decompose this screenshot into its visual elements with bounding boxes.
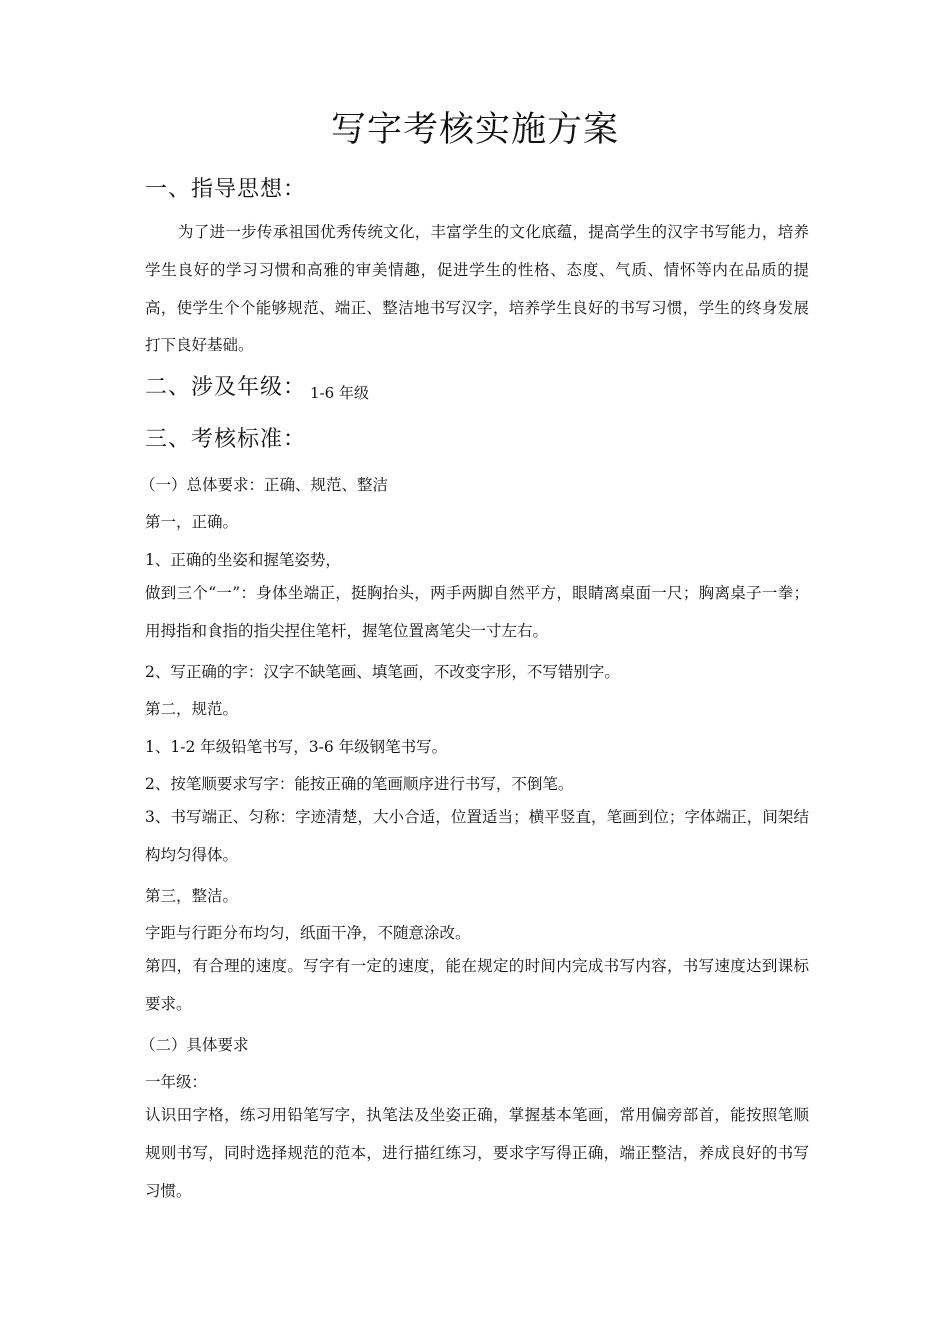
section3-heading: 三、考核标准：	[145, 427, 307, 452]
section1-paragraph: 为了进一步传承祖国优秀传统文化，丰富学生的文化底蕴，提高学生的汉字书写能力，培养学生良好的学习习惯和高雅的审美情趣，促进学生的性格、态度、气质、情怀等内在品质的提高，使学生个个能够规范、端正、整洁地书写汉字，培养学生良好的书写习惯，学生的终身发展打下良好基础。	[145, 223, 809, 355]
section2-heading	[145, 370, 369, 401]
general-requirement: （一）总体要求：正确、规范、整洁	[140, 476, 389, 494]
document-title: 写字考核实施方案	[330, 110, 619, 150]
point-third-detail: 字距与行距分布均匀，纸面干净，不随意涂改。	[145, 924, 471, 942]
point-first-item-1-detail: 做到三个“一”：身体坐端正，挺胸抬头，两手两脚自然平方，眼睛离桌面一尺；胸离桌子一拳；用拇指和食指的指尖捏住笔杆，握笔位置离笔尖一寸左右。	[145, 584, 809, 640]
grade1-detail: 认识田字格，练习用铅笔写字，执笔法及坐姿正确，掌握基本笔画，常用偏旁部首，能按照笔顺规则书写，同时选择规范的范本，进行描红练习，要求字写得正确，端正整洁，养成良好的书写习惯。	[145, 1106, 809, 1200]
section2-heading-text: 二、涉及年级：	[145, 375, 307, 400]
point-second-item-2: 2、按笔顺要求写字：能按正确的笔画顺序进行书写，不倒笔。	[145, 775, 574, 793]
point-second-item-1: 1、1-2 年级铅笔书写，3-6 年级钢笔书写。	[145, 738, 448, 756]
specific-requirement-heading: （二）具体要求	[140, 1036, 249, 1054]
section1-heading: 一、指导思想：	[145, 177, 307, 202]
point-second-item-3: 3、书写端正、匀称：字迹清楚，大小合适，位置适当；横平竖直，笔画到位；字体端正，间架结构均匀得体。	[145, 808, 809, 864]
point-second-heading: 第二，规范。	[145, 700, 239, 718]
point-first-heading: 第一，正确。	[145, 513, 239, 531]
point-first-item-2: 2、写正确的字：汉字不缺笔画、填笔画，不改变字形，不写错别字。	[145, 663, 620, 681]
point-first-item-1: 1、正确的坐姿和握笔姿势，	[145, 551, 341, 569]
section2-grade-range: 1-6 年级	[310, 384, 369, 402]
grade1-heading: 一年级：	[145, 1073, 208, 1091]
point-third-heading: 第三，整洁。	[145, 887, 239, 905]
point-fourth: 第四，有合理的速度。写字有一定的速度，能在规定的时间内完成书写内容，书写速度达到课标要求。	[145, 957, 809, 1013]
